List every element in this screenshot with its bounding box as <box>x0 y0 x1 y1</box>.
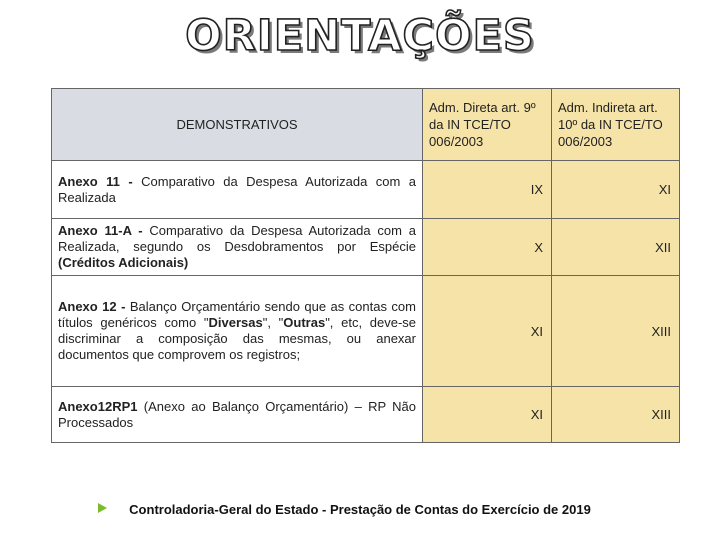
table-header-row <box>52 89 680 161</box>
footer-caption: Controladoria-Geral do Estado - Prestação de Contas do Exercício de 2019 <box>129 502 591 517</box>
row-description <box>52 161 423 219</box>
row-text-segment: ", etc, deve-se discriminar a composição das mesmas, ou anexar documentos que comprovem os registros; <box>58 315 416 362</box>
header-adm-indireta: Adm. Indireta art. 10º da IN TCE/TO 006/2003 <box>552 89 680 161</box>
table-row <box>52 161 680 219</box>
row-text-segment: Anexo 11 - <box>58 173 142 189</box>
header-adm-direta: Adm. Direta art. 9º da IN TCE/TO 006/2003 <box>423 89 552 161</box>
row-description <box>52 276 423 387</box>
row-description <box>52 387 423 443</box>
row-text-segment: Comparativo da Despesa Autorizada com a Realizada <box>58 173 417 205</box>
row-adm-direta: IX <box>423 161 552 219</box>
row-text-segment: (Anexo ao Balanço Orçamentário) – RP Não Processados <box>58 398 417 430</box>
orientacoes-table <box>51 88 680 443</box>
row-adm-direta: XI <box>423 387 552 443</box>
row-text-segment: Diversas <box>208 315 263 330</box>
row-adm-indireta: XI <box>552 161 680 219</box>
row-description <box>52 219 423 276</box>
row-adm-indireta: XIII <box>552 387 680 443</box>
row-adm-direta: XI <box>423 276 552 387</box>
row-text-segment: Comparativo da Despesa Autorizada com a Realizada, segundo os Desdobramentos por Espécie <box>58 223 416 254</box>
row-adm-direta: X <box>423 219 552 276</box>
row-text-segment: Outras <box>283 315 326 330</box>
table-row <box>52 276 680 387</box>
table-row <box>52 219 680 276</box>
row-adm-indireta: XIII <box>552 276 680 387</box>
row-text-segment: Anexo 12 - <box>58 299 130 314</box>
row-text-segment: Anexo 11-A - <box>58 223 150 238</box>
header-demonstrativos: DEMONSTRATIVOS <box>52 89 423 161</box>
row-text-segment: (Créditos Adicionais) <box>58 255 189 270</box>
row-text-segment: Anexo12RP1 <box>58 398 144 414</box>
row-text-segment: ", " <box>262 315 284 330</box>
row-adm-indireta: XII <box>552 219 680 276</box>
row-text-segment: Balanço Orçamentário sendo que as contas com títulos genéricos como " <box>58 299 416 330</box>
table-row <box>52 387 680 443</box>
page-title: ORIENTAÇÕES <box>185 11 535 61</box>
